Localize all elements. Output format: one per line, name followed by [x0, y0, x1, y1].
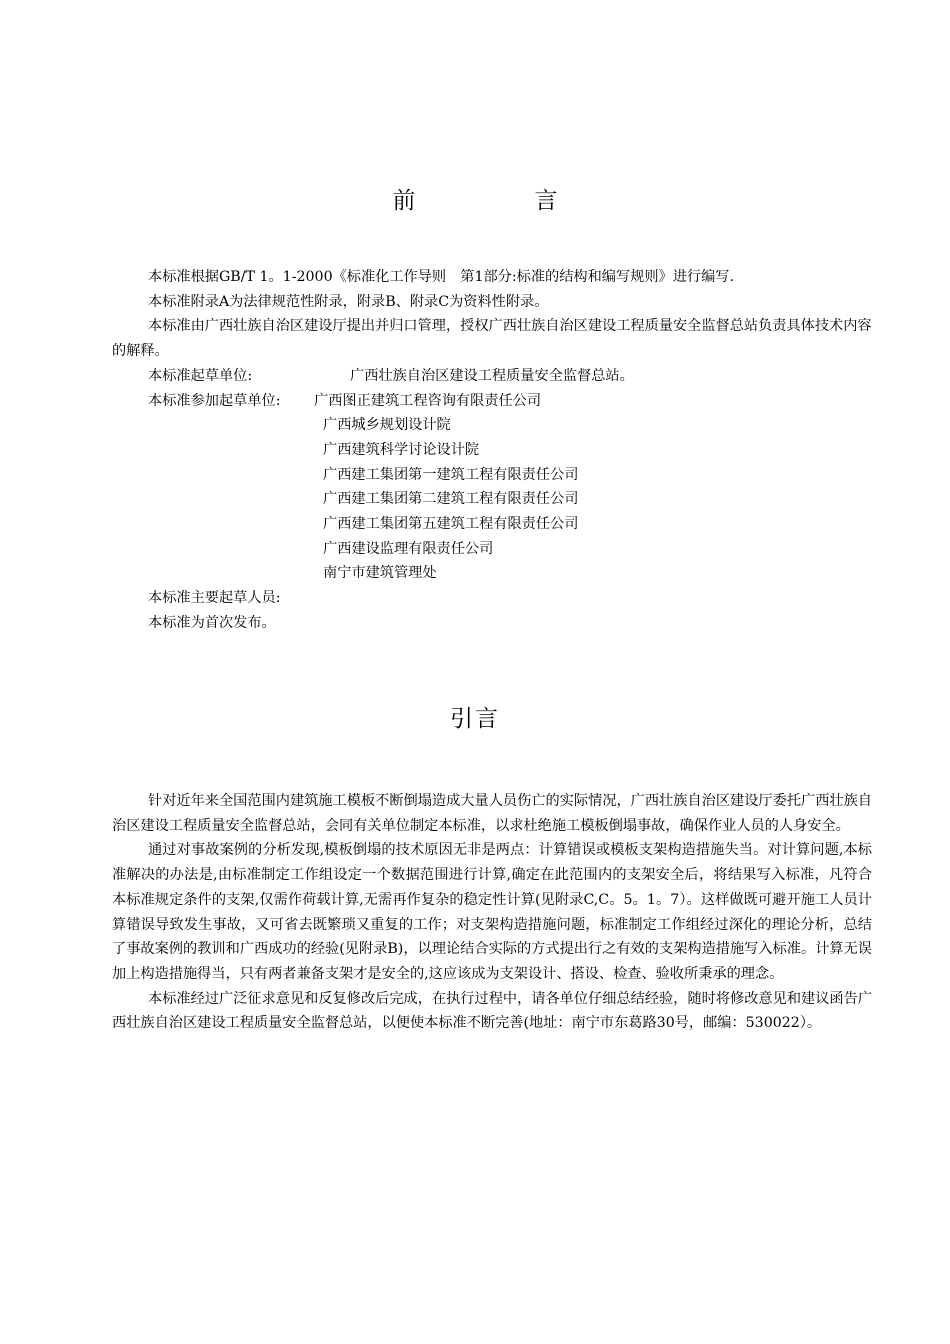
preface-title: 前 言: [392, 188, 606, 214]
main-drafters-line: 本标准主要起草人员:: [148, 590, 281, 607]
drafter-value: 广西壮族自治区建设工程质量安全监督总站。: [350, 367, 634, 384]
drafter-row: [112, 364, 872, 389]
participant-item: 广西城乡规划设计院: [323, 417, 451, 434]
participant-item: 广西建工集团第五建筑工程有限责任公司: [323, 516, 579, 533]
participant-item: 广西建筑科学讨论设计院: [323, 441, 480, 458]
participant-item: 南宁市建筑管理处: [323, 565, 437, 582]
introduction-paragraph: 通过对事故案例的分析发现,模板倒塌的技术原因无非是两点：计算错误或模板支架构造措施失当。对计算问题,本标准解决的办法是,由标准制定工作组设定一个数据范围进行计算,确定在此范围内的支架安全后，将结果写入标准，凡符合本标准规定条件的支架,仅需作荷载计算,无需再作复杂的稳定性计算(见附录C,C。5。1。7）。这样做既可避开施工人员计算错误导致发生事故，又可省去既繁琐又重复的工作；对支架构造措施问题，标准制定工作组经过深化的理论分析，总结了事故案例的教训和广西成功的经验(见附录B)，以理论结合实际的方式提出行之有效的支架构造措施写入标准。计算无误加上构造措施得当，只有两者兼备支架才是安全的,这应该成为支架设计、搭设、检查、验收所秉承的理念。: [112, 842, 872, 982]
introduction-section: [112, 789, 872, 1036]
participant-item: 广西建设监理有限责任公司: [323, 540, 494, 557]
participants-row: [112, 389, 872, 414]
preface-appendix-line: 本标准附录A为法律规范性附录，附录B、附录C为资料性附录。: [148, 293, 549, 310]
drafter-label: 本标准起草单位:: [148, 367, 253, 384]
preface-section: [112, 265, 872, 636]
participant-item: 广西图正建筑工程咨询有限责任公司: [314, 392, 542, 409]
first-release-line: 本标准为首次发布。: [148, 614, 276, 631]
preface-management-line: 本标准由广西壮族自治区建设厅提出并归口管理，授权广西壮族自治区建设工程质量安全监督总站负责具体技术内容的解释。: [112, 318, 872, 360]
participants-label: 本标准参加起草单位:: [148, 392, 281, 409]
introduction-title: 引言: [450, 706, 500, 732]
participant-item: 广西建工集团第二建筑工程有限责任公司: [323, 491, 579, 508]
preface-basis-line: 本标准根据GB/T 1。1-2000《标准化工作导则 第1部分:标准的结构和编写规则》进行编写.: [148, 269, 734, 285]
participant-item: 广西建工集团第一建筑工程有限责任公司: [323, 466, 579, 483]
introduction-paragraph: 本标准经过广泛征求意见和反复修改后完成，在执行过程中，请各单位仔细总结经验，随时将修改意见和建议函告广西壮族自治区建设工程质量安全监督总站，以便使本标准不断完善(地址：南宁市东葛路30号，邮编：530022）。: [112, 990, 872, 1032]
introduction-paragraph: 针对近年来全国范围内建筑施工模板不断倒塌造成大量人员伤亡的实际情况，广西壮族自治区建设厅委托广西壮族自治区建设工程质量安全监督总站，会同有关单位制定本标准，以求杜绝施工模板倒塌事故，确保作业人员的人身安全。: [112, 793, 872, 834]
